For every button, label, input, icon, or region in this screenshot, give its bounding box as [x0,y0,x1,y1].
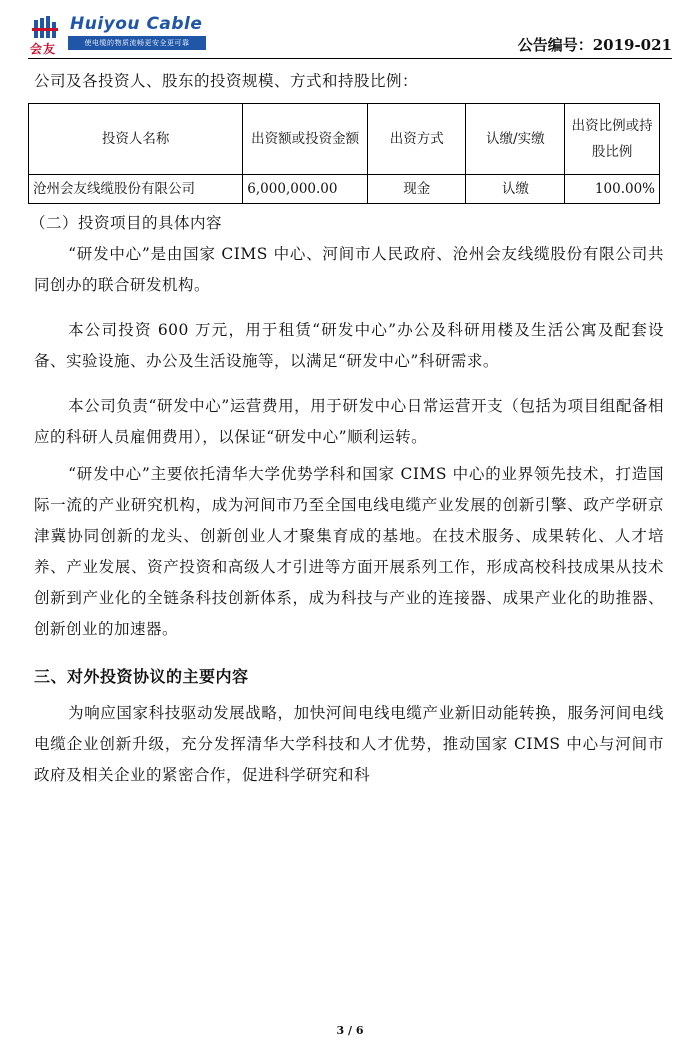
page-header [28,14,672,60]
table-header-row [29,104,660,175]
logo-tagline: 使电缆的物质流畅更安全更可靠 [68,36,206,50]
column-header: 投资人名称 [29,104,243,175]
table-cell: 认缴 [466,175,565,204]
company-logo [28,14,208,56]
column-header: 认缴/实缴 [466,104,565,175]
paragraph: 本公司负责“研发中心”运营费用，用于研发中心日常运营开支（包括为项目组配备相应的科研人员雇佣费用），以保证“研发中心”顺利运转。 [34,397,664,446]
column-header: 出资额或投资金额 [243,104,368,175]
table-cell: 现金 [368,175,466,204]
paragraph: 本公司投资 600 万元，用于租赁“研发中心”办公及科研用楼及生活公寓及配套设备、实验设施、办公及生活设施等，以满足“研发中心”科研需求。 [34,321,664,370]
page-number: 3 / 6 [336,1024,364,1037]
table-cell: 6,000,000.00 [243,175,368,204]
table-row [29,175,660,204]
paragraph: “研发中心”主要依托清华大学优势学科和国家 CIMS 中心的业界领先技术，打造国际一流的产业研究机构，成为河间市乃至全国电线电缆产业发展的创新引擎、政产学研京津冀协同创新的龙头、创新创业人才聚集育成的基地。在技术服务、成果转化、人才培养、产业发展、资产投资和高级人才引进等方面开展系列工作，形成高校科技成果从技术创新到产业化的全链条科技创新体系，成为科技与产业的连接器、成果产业化的助推器、创新创业的加速器。 [34,465,664,638]
document-body [30,66,664,791]
paragraph: “研发中心”是由国家 CIMS 中心、河间市人民政府、沧州会友线缆股份有限公司共同创办的联合研发机构。 [34,245,664,294]
column-header: 出资方式 [368,104,466,175]
logo-mark-icon [32,16,58,40]
table-cell: 100.00% [565,175,660,204]
subsection-title: （二）投资项目的具体内容 [30,214,223,232]
logo-en-text: Huiyou Cable [70,14,203,34]
table-cell: 沧州会友线缆股份有限公司 [29,175,243,204]
paragraph: 为响应国家科技驱动发展战略，加快河间电线电缆产业新旧动能转换，服务河间电线电缆企业创新升级，充分发挥清华大学科技和人才优势，推动国家 CIMS 中心与河间市政府及相关企业的紧密合作，促进科学研究和科 [34,704,664,784]
announcement-number: 公告编号：2019-021 [517,36,672,54]
header-divider [28,58,672,59]
column-header: 出资比例或持股比例 [565,104,660,175]
logo-cn-text: 会友 [30,42,57,56]
intro-line: 公司及各投资人、股东的投资规模、方式和持股比例： [34,72,419,90]
section-title: 三、对外投资协议的主要内容 [34,667,249,686]
investor-table [28,103,660,204]
